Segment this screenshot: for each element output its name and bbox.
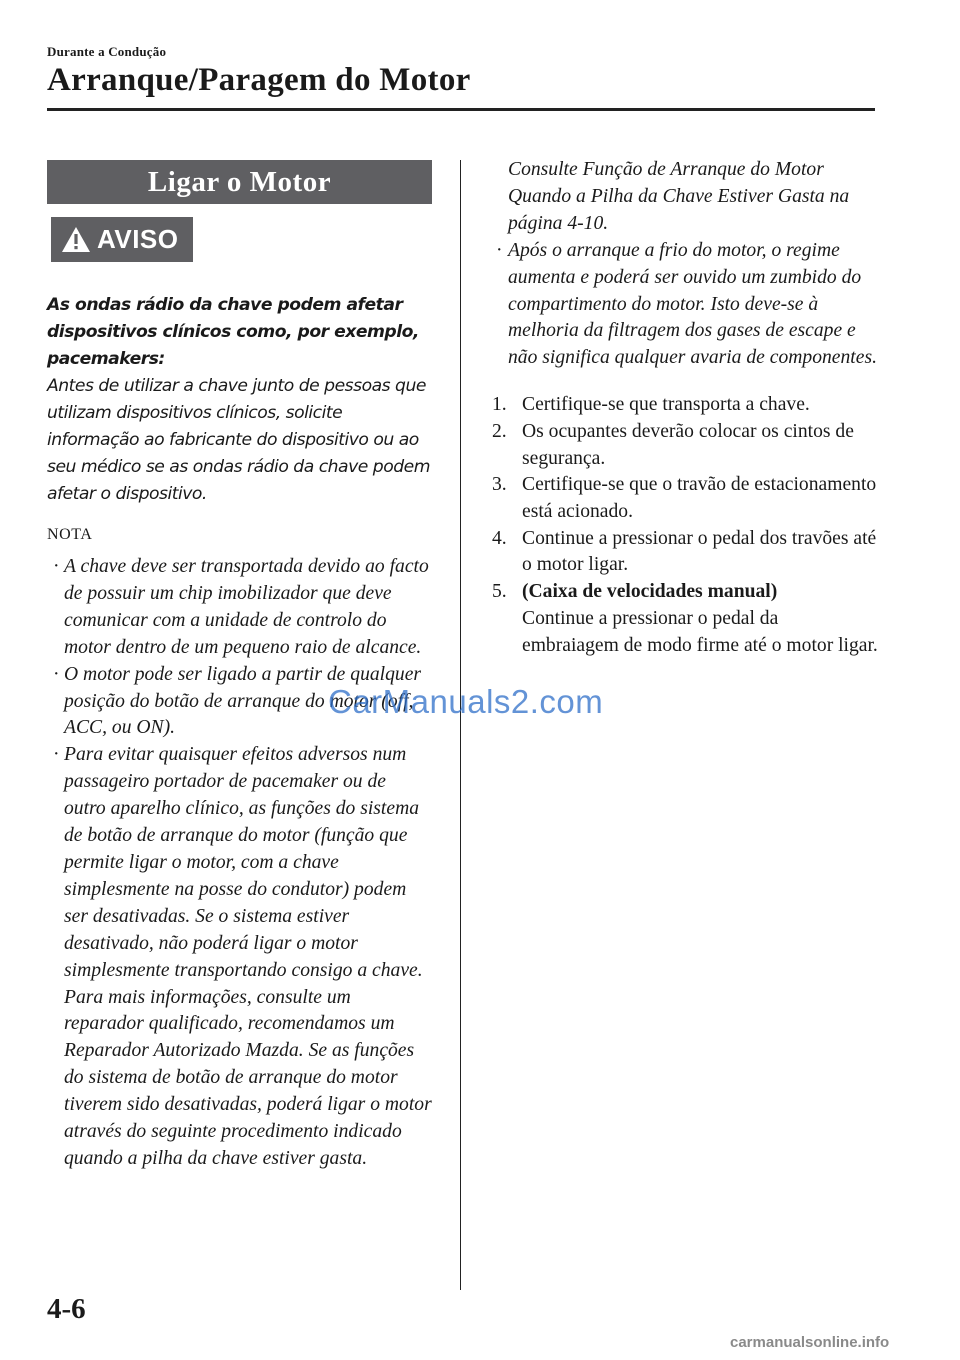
bullet-icon: ·	[53, 744, 60, 766]
header-divider	[47, 108, 875, 111]
bullet-icon: ·	[53, 663, 60, 685]
step-item	[478, 579, 878, 659]
note-continuation: Consulte Função de Arranque do Motor Quando a Pilha da Chave Estiver Gasta na página 4-10.	[508, 159, 850, 234]
note-item-text: O motor pode ser ligado a partir de qualquer posição do botão de arranque do motor (off, ACC, ou ON).	[64, 663, 422, 739]
note-item-text: Para evitar quaisquer efeitos adversos num passageiro portador de pacemaker ou de outro aparelho clínico, as funções do sistema de botão de arranque do motor (função que permite ligar o motor, com a chave simplesmente na posse do condutor) podem ser desativadas. Se o sistema estiver desativado, não poderá ligar o motor simplesmente transportando consigo a chave. Para mais informações, consulte um reparador qualificado, recomendamos um Reparador Autorizado Mazda. Se as funções do sistema de botão de arranque do motor tiverem sido desativadas, poderá ligar o motor através do seguinte procedimento indicado quando a pilha da chave estiver gasta.	[64, 744, 432, 1169]
step-item	[478, 526, 878, 579]
step-text: Os ocupantes deverão colocar os cintos de segurança.	[522, 420, 854, 469]
step-text: Certifique-se que transporta a chave.	[522, 394, 810, 416]
column-divider	[460, 160, 461, 1290]
bullet-icon: ·	[53, 556, 60, 577]
step-number: 3.	[492, 474, 507, 496]
bullet-icon: ·	[496, 239, 503, 261]
warning-body	[47, 292, 432, 508]
warning-lead: As ondas rádio da chave podem afetar dispositivos clínicos como, por exemplo, pacemakers:	[47, 295, 419, 369]
step-heading: (Caixa de velocidades manual)	[522, 581, 778, 603]
warning-badge	[51, 217, 193, 262]
step-text: Continue a pressionar o pedal dos travões até o motor ligar.	[522, 527, 877, 576]
note-item-text: Após o arranque a frio do motor, o regime aumenta e poderá ser ouvido um zumbido do compartimento do motor. Isto deve-se à melhoria da filtragem dos gases de escape e não significa qualquer avaria de componentes.	[508, 239, 877, 369]
left-column	[47, 160, 432, 1173]
note-label: NOTA	[47, 526, 93, 543]
step-number: 2.	[492, 420, 507, 442]
note-item	[47, 742, 432, 1173]
topic-heading: Ligar o Motor	[47, 160, 432, 204]
step-item	[478, 419, 878, 472]
section-label: Durante a Condução	[47, 44, 167, 59]
note-item	[478, 238, 878, 373]
note-item	[47, 554, 432, 662]
step-item	[478, 472, 878, 525]
step-number: 1.	[492, 394, 507, 416]
warning-text: Antes de utilizar a chave junto de pessoas que utilizam dispositivos clínicos, solicite informação ao fabricante do dispositivo ou ao seu médico se as ondas rádio da chave podem afetar o dispositivo.	[47, 376, 430, 504]
step-text: Certifique-se que o travão de estacionamento está acionado.	[522, 474, 877, 523]
note-item-text: A chave deve ser transportada devido ao facto de possuir um chip imobilizador que deve comunicar com a unidade de controlo do motor dentro de um pequeno raio de alcance.	[64, 556, 429, 658]
page-number: 4-6	[47, 1293, 86, 1325]
steps-list	[478, 392, 878, 659]
step-number: 5.	[492, 581, 507, 603]
watermark: CarManuals2.com	[328, 683, 604, 720]
right-column	[478, 157, 878, 659]
note-list	[47, 554, 432, 1173]
step-item	[478, 392, 878, 419]
step-text: Continue a pressionar o pedal da embraiagem de modo firme até o motor ligar.	[522, 607, 878, 656]
warning-triangle-icon	[61, 226, 91, 253]
step-number: 4.	[492, 527, 507, 549]
warning-label: AVISO	[97, 224, 179, 254]
footer-watermark: carmanualsonline.info	[730, 1334, 890, 1351]
chapter-title: Arranque/Paragem do Motor	[47, 62, 471, 98]
